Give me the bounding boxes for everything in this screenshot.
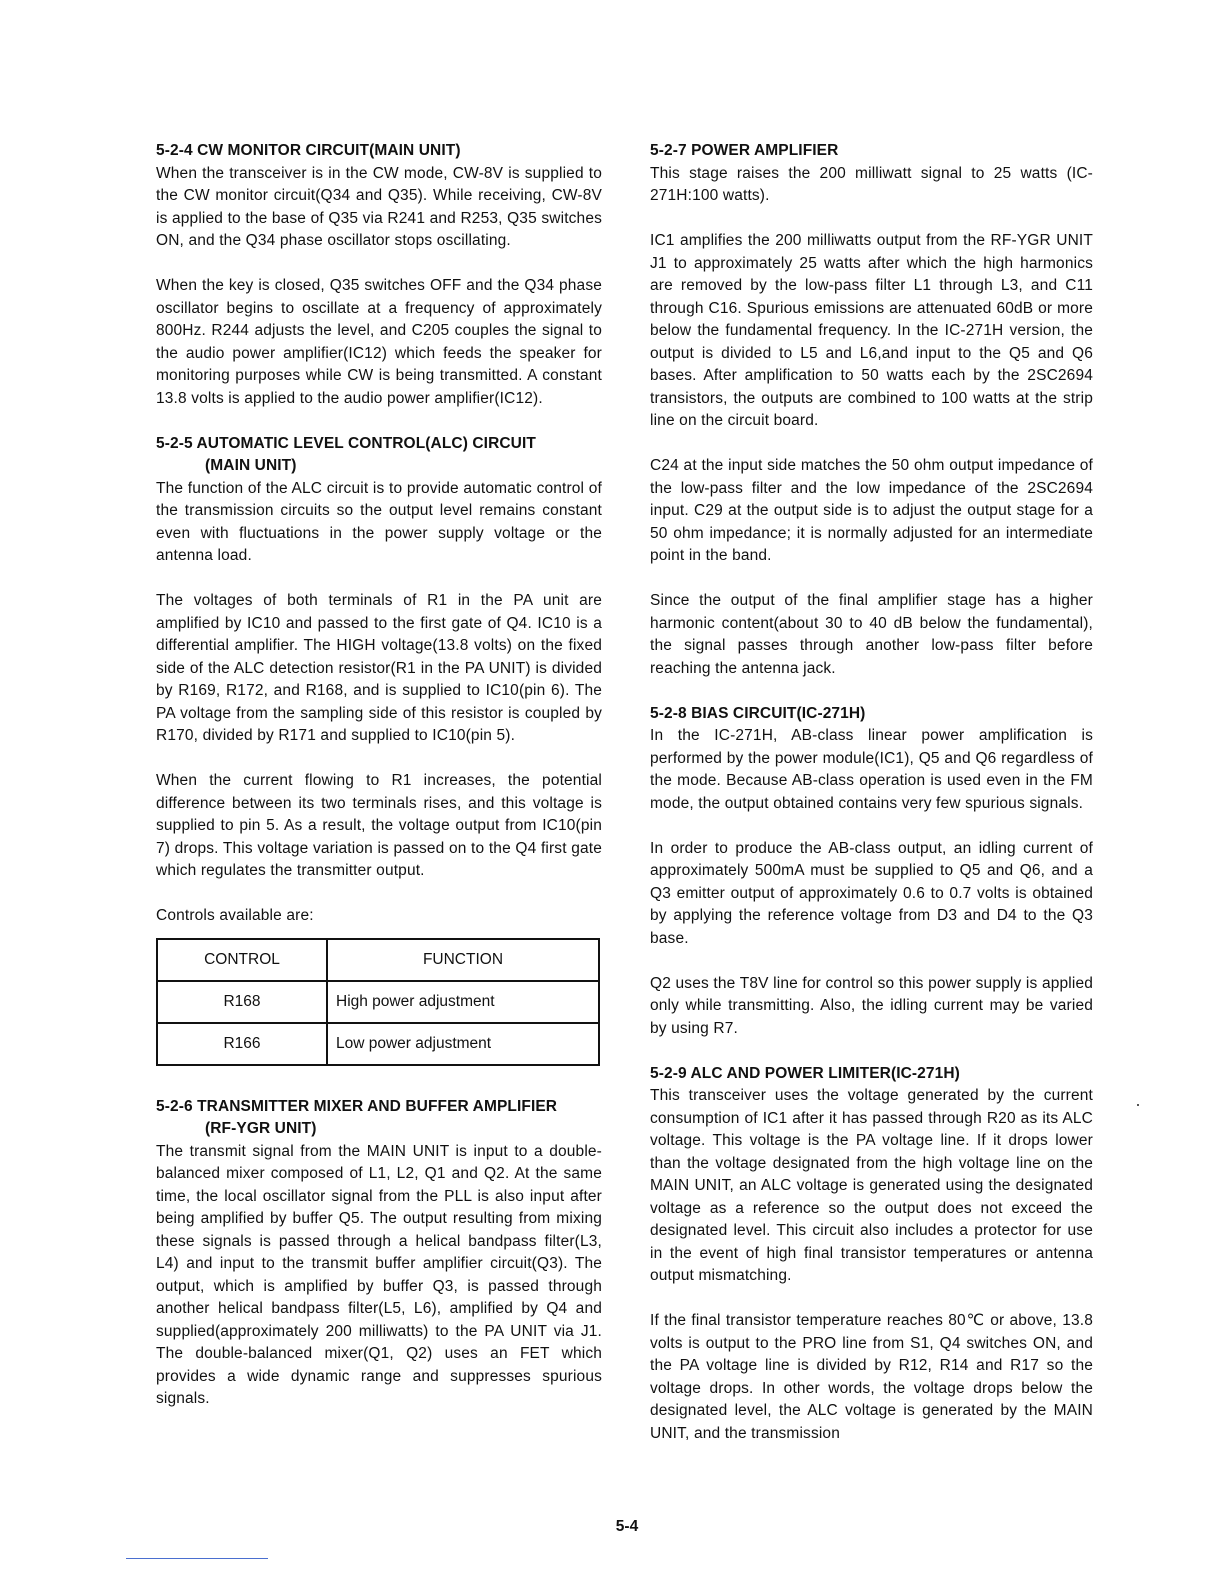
section-5-2-4-title: 5-2-4 CW MONITOR CIRCUIT(MAIN UNIT) bbox=[156, 142, 461, 159]
table-row bbox=[157, 981, 599, 1023]
section-5-2-6-title-line-1: 5-2-6 TRANSMITTER MIXER AND BUFFER AMPLIFIER bbox=[156, 1097, 558, 1115]
section-5-2-7-paragraph-4: Since the output of the final amplifier stage has a higher harmonic content(about 30 to 40 dB below the fundamental), the signal passes through another low-pass filter before reaching the antenna jack. bbox=[650, 592, 1093, 677]
section-5-2-8-title: 5-2-8 BIAS CIRCUIT(IC-271H) bbox=[650, 704, 866, 722]
page-number: 5-4 bbox=[615, 1518, 639, 1535]
table-cell-control: R166 bbox=[157, 1023, 327, 1065]
table-cell-function: High power adjustment bbox=[327, 981, 599, 1023]
left-column bbox=[156, 140, 602, 1411]
right-column bbox=[650, 140, 1093, 1445]
section-5-2-4-paragraph-2: When the key is closed, Q35 switches OFF and the Q34 phase oscillator begins to oscillate at a frequency of approximately 800Hz. R244 adjusts the level, and C205 couples the signal to the audio power amplifier(IC12) which feeds the speaker for monitoring purposes while CW is being transmitted. A constant 13.8 volts is applied to the audio power amplifier(IC12). bbox=[156, 277, 602, 407]
table-header-function: FUNCTION bbox=[327, 939, 599, 981]
section-5-2-4-paragraph-1: When the transceiver is in the CW mode, CW-8V is supplied to the CW monitor circuit(Q34 and Q35). While receiving, CW-8V is applied to the base of Q35 via R241 and R253, Q35 switches ON, and the Q34 phase oscillator stops oscillating. bbox=[156, 164, 602, 249]
table-cell-control: R168 bbox=[157, 981, 327, 1023]
table-header-control: CONTROL bbox=[157, 939, 327, 981]
section-5-2-5-paragraph-1: The function of the ALC circuit is to provide automatic control of the transmission circuits so the output level remains constant even with fluctuations in the power supply voltage or the antenna load. bbox=[156, 479, 602, 564]
section-5-2-9-paragraph-2: If the final transistor temperature reaches 80℃ or above, 13.8 volts is output to the PRO line from S1, Q4 switches ON, and the PA voltage line is divided by R12, R14 and R17 so the voltage drops. In other words, the voltage drops below the designated level, the ALC voltage is generated by the MAIN UNIT, and the transmission bbox=[650, 1312, 1093, 1442]
section-5-2-7-paragraph-2: IC1 amplifies the 200 milliwatts output from the RF-YGR UNIT J1 to approximately 25 watts after which the high harmonics are removed by the low-pass filter L1 through L3, and C11 through C16. Spurious emissions are attenuated 60dB or more below the fundamental frequency. In the IC-271H version, the output is divided to L5 and L6,and input to the Q5 and Q6 bases. After amplification to 50 watts each by the 2SC2694 transistors, the outputs are combined to 100 watts at the strip line on the circuit board. bbox=[650, 232, 1093, 429]
footer-rule bbox=[126, 1558, 268, 1559]
section-5-2-9-title: 5-2-9 ALC AND POWER LIMITER(IC-271H) bbox=[650, 1064, 960, 1082]
section-5-2-5-paragraph-2: The voltages of both terminals of R1 in the PA unit are amplified by IC10 and passed to the first gate of Q4. IC10 is a differential amplifier. The HIGH voltage(13.8 volts) on the fixed side of the ALC detection resistor(R1 in the PA UNIT) is divided by R169, R172, and R168, and is supplied to IC10(pin 6). The PA voltage from the sampling side of this resistor is coupled by R170, divided by R171 and supplied to IC10(pin 5). bbox=[156, 592, 602, 744]
section-5-2-6-title bbox=[156, 1096, 602, 1141]
section-5-2-7-paragraph-3: C24 at the input side matches the 50 ohm output impedance of the low-pass filter and the low impedance of the 2SC2694 input. C29 at the output side is to adjust the output stage for a 50 ohm impedance; it is normally adjusted for an intermediate point in the band. bbox=[650, 457, 1093, 564]
section-5-2-8-paragraph-2: In order to produce the AB-class output, an idling current of approximately 500mA must be supplied to Q5 and Q6, and a Q3 emitter output of approximately 0.6 to 0.7 volts is obtained by applying the reference voltage from D3 and D4 to the Q3 base. bbox=[650, 839, 1093, 947]
section-5-2-7-title: 5-2-7 POWER AMPLIFIER bbox=[650, 142, 839, 159]
section-5-2-5-title-line-2: (MAIN UNIT) bbox=[205, 457, 297, 474]
section-5-2-8-paragraph-1: In the IC-271H, AB-class linear power amplification is performed by the power module(IC1), Q5 and Q6 regardless of the mode. Because AB-class operation is used even in the FM mode, the output obtained contains very few spurious signals. bbox=[650, 727, 1093, 812]
section-5-2-5-title-line-1: 5-2-5 AUTOMATIC LEVEL CONTROL(ALC) CIRCUIT bbox=[156, 434, 536, 452]
section-5-2-6-paragraph-1: The transmit signal from the MAIN UNIT is input to a double-balanced mixer composed of L1, L2, Q1 and Q2. At the same time, the local oscillator signal from the PLL is also input after being amplified by buffer Q5. The output resulting from mixing these signals is passed through a helical bandpass filter(L3, L4) and input to the transmit buffer amplifier circuit(Q3). The output, which is amplified by buffer Q3, is passed through another helical bandpass filter(L5, L6), amplified by Q4 and supplied(approximately 200 milliwatts) to the PA UNIT via J1. The double-balanced mixer(Q1, Q2) uses an FET which provides a wide dynamic range and suppresses spurious signals. bbox=[156, 1142, 602, 1407]
section-5-2-8-paragraph-3: Q2 uses the T8V line for control so this power supply is applied only while transmitting. Also, the idling current may be varied by using R7. bbox=[650, 974, 1093, 1037]
scan-speck bbox=[1137, 1104, 1139, 1106]
section-5-2-7-paragraph-1: This stage raises the 200 milliwatt signal to 25 watts (IC-271H:100 watts). bbox=[650, 164, 1093, 204]
section-5-2-5-paragraph-3: When the current flowing to R1 increases, the potential difference between its two terminals rises, and this voltage is supplied to pin 5. As a result, the voltage output from IC10(pin 7) drops. This voltage variation is passed on to the Q4 first gate which regulates the transmitter output. bbox=[156, 772, 602, 879]
table-row bbox=[157, 1023, 599, 1065]
controls-intro: Controls available are: bbox=[156, 907, 314, 924]
table-header-row bbox=[157, 939, 599, 981]
table-cell-function: Low power adjustment bbox=[327, 1023, 599, 1065]
section-5-2-6-title-line-2: (RF-YGR UNIT) bbox=[205, 1120, 317, 1137]
section-5-2-5-title bbox=[156, 433, 602, 478]
controls-table bbox=[156, 938, 600, 1066]
section-5-2-9-paragraph-1: This transceiver uses the voltage generated by the current consumption of IC1 after it has passed through R20 as its ALC voltage. This voltage is the PA voltage line. If it drops lower than the voltage designated from the high voltage line on the MAIN UNIT, an ALC voltage is generated using the designated voltage as a reference so the output does not exceed the designated level. This circuit also includes a protector for use in the event of high final transistor temperatures or antenna output mismatching. bbox=[650, 1087, 1093, 1284]
